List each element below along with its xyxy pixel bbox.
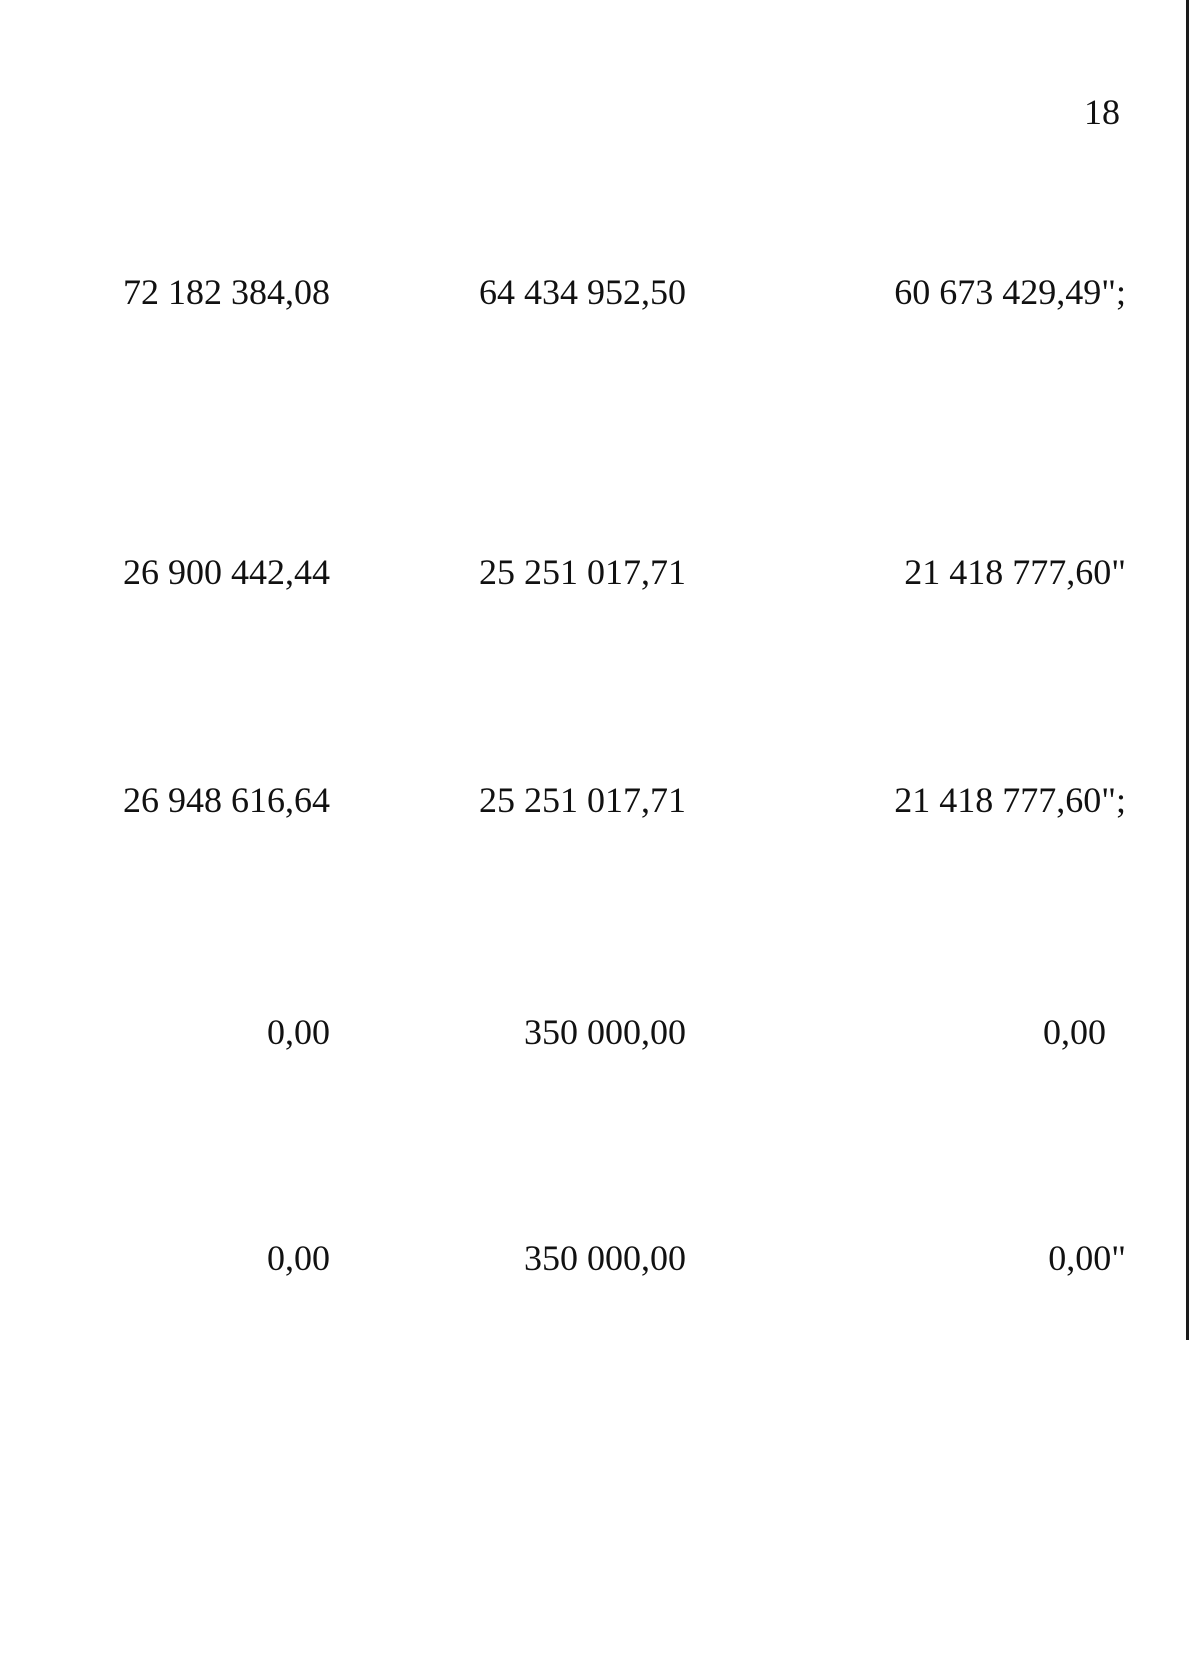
amount-cell-col1: 26 948 616,64 [123,780,330,820]
table-row [0,270,1200,314]
amount-cell-col2: 25 251 017,71 [479,780,686,820]
amount-cell-col1: 26 900 442,44 [123,552,330,592]
amount-cell-col3: 21 418 777,60"; [894,780,1126,820]
table-row [0,550,1200,594]
amount-cell-col2: 350 000,00 [524,1012,686,1052]
amount-cell-col2: 350 000,00 [524,1238,686,1278]
amount-cell-col1: 0,00 [267,1012,330,1052]
amount-cell-col1: 0,00 [267,1238,330,1278]
amount-cell-col3: 60 673 429,49"; [894,272,1126,312]
amount-cell-col2: 64 434 952,50 [479,272,686,312]
table-row [0,1236,1200,1280]
amount-cell-col1: 72 182 384,08 [123,272,330,312]
amount-cell-col3: 21 418 777,60" [904,552,1126,592]
table-row [0,778,1200,822]
right-margin-rule [1186,0,1189,1340]
page-number: 18 [1084,92,1120,132]
amount-cell-col3: 0,00 [1043,1012,1106,1052]
table-row [0,1010,1200,1054]
amount-cell-col3: 0,00" [1048,1238,1126,1278]
amount-cell-col2: 25 251 017,71 [479,552,686,592]
